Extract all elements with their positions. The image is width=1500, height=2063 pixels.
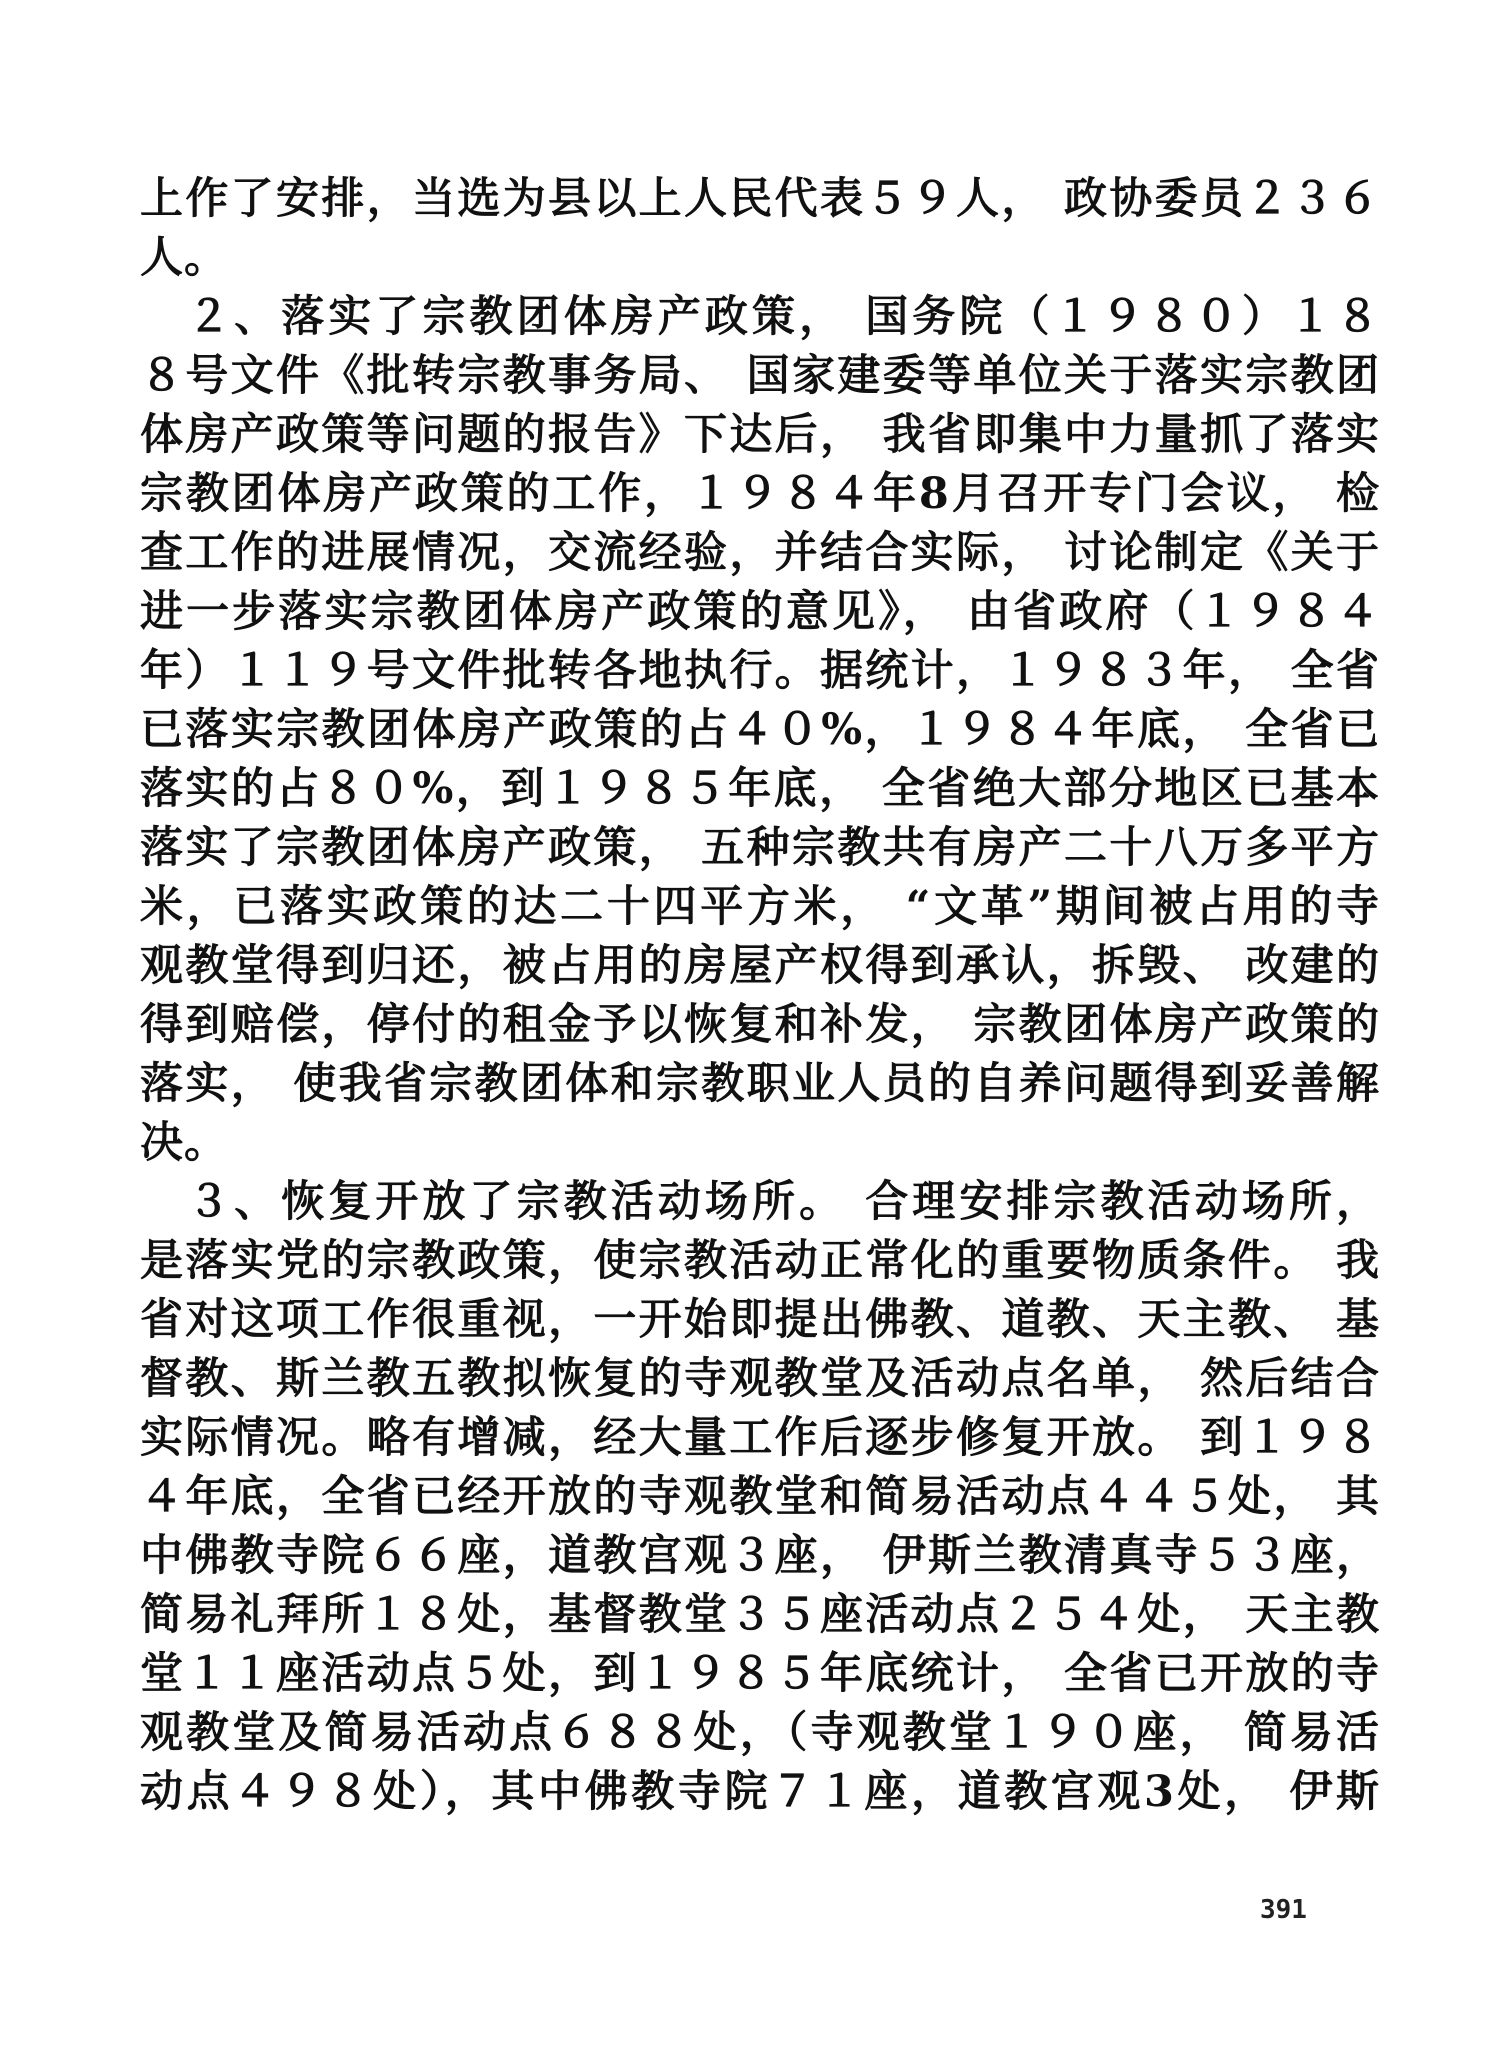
text-line: 已落实宗教团体房产政策的占４０%，１９８４年底， 全省已	[140, 705, 1380, 755]
text-line: 观教堂及简易活动点６８８处，（寺观教堂１９０座， 简易活	[140, 1708, 1380, 1758]
text-line: ２、落实了宗教团体房产政策， 国务院（１９８０）１８	[140, 292, 1380, 342]
text-line: 落实， 使我省宗教团体和宗教职业人员的自养问题得到妥善解	[140, 1059, 1380, 1109]
text-line: 落实的占８０%，到１９８５年底， 全省绝大部分地区已基本	[140, 764, 1380, 814]
body-text	[140, 170, 1380, 1822]
text-line: 上作了安排，当选为县以上人民代表５９人， 政协委员２３６	[140, 174, 1380, 224]
text-line: 体房产政策等问题的报告》下达后， 我省即集中力量抓了落实	[140, 410, 1380, 460]
text-line: 决。	[140, 1118, 228, 1168]
text-line: 年）１１９号文件批转各地执行。据统计，１９８３年， 全省	[140, 646, 1380, 696]
text-line: 落实了宗教团体房产政策， 五种宗教共有房产二十八万多平方	[140, 823, 1380, 873]
text-line: ８号文件《批转宗教事务局、 国家建委等单位关于落实宗教团	[140, 351, 1380, 401]
text-line: 中佛教寺院６６座，道教宫观３座， 伊斯兰教清真寺５３座，	[140, 1531, 1380, 1581]
text-line: ４年底，全省已经开放的寺观教堂和简易活动点４４５处， 其	[140, 1472, 1380, 1522]
text-line: 堂１１座活动点５处，到１９８５年底统计， 全省已开放的寺	[140, 1649, 1380, 1699]
text-line: ３、恢复开放了宗教活动场所。 合理安排宗教活动场所，	[140, 1177, 1380, 1227]
text-line: 动点４９８处），其中佛教寺院７１座，道教宫观3处， 伊斯	[140, 1767, 1380, 1817]
text-line: 得到赔偿，停付的租金予以恢复和补发， 宗教团体房产政策的	[140, 1000, 1380, 1050]
text-line: 实际情况。略有增减，经大量工作后逐步修复开放。 到１９８	[140, 1413, 1380, 1463]
text-line: 宗教团体房产政策的工作，１９８４年8月召开专门会议， 检	[140, 469, 1380, 519]
text-line: 查工作的进展情况，交流经验，并结合实际， 讨论制定《关于	[140, 528, 1380, 578]
text-line: 米，已落实政策的达二十四平方米， “文革”期间被占用的寺	[140, 882, 1380, 932]
text-line: 观教堂得到归还，被占用的房屋产权得到承认，拆毁、 改建的	[140, 941, 1380, 991]
text-line: 人。	[140, 233, 228, 283]
page-number: 391	[1260, 1895, 1307, 1925]
text-line: 省对这项工作很重视，一开始即提出佛教、道教、天主教、 基	[140, 1295, 1380, 1345]
text-line: 是落实党的宗教政策，使宗教活动正常化的重要物质条件。 我	[140, 1236, 1380, 1286]
text-line: 简易礼拜所１８处，基督教堂３５座活动点２５４处， 天主教	[140, 1590, 1380, 1640]
text-line: 督教、斯兰教五教拟恢复的寺观教堂及活动点名单， 然后结合	[140, 1354, 1380, 1404]
text-line: 进一步落实宗教团体房产政策的意见》， 由省政府（１９８４	[140, 587, 1380, 637]
